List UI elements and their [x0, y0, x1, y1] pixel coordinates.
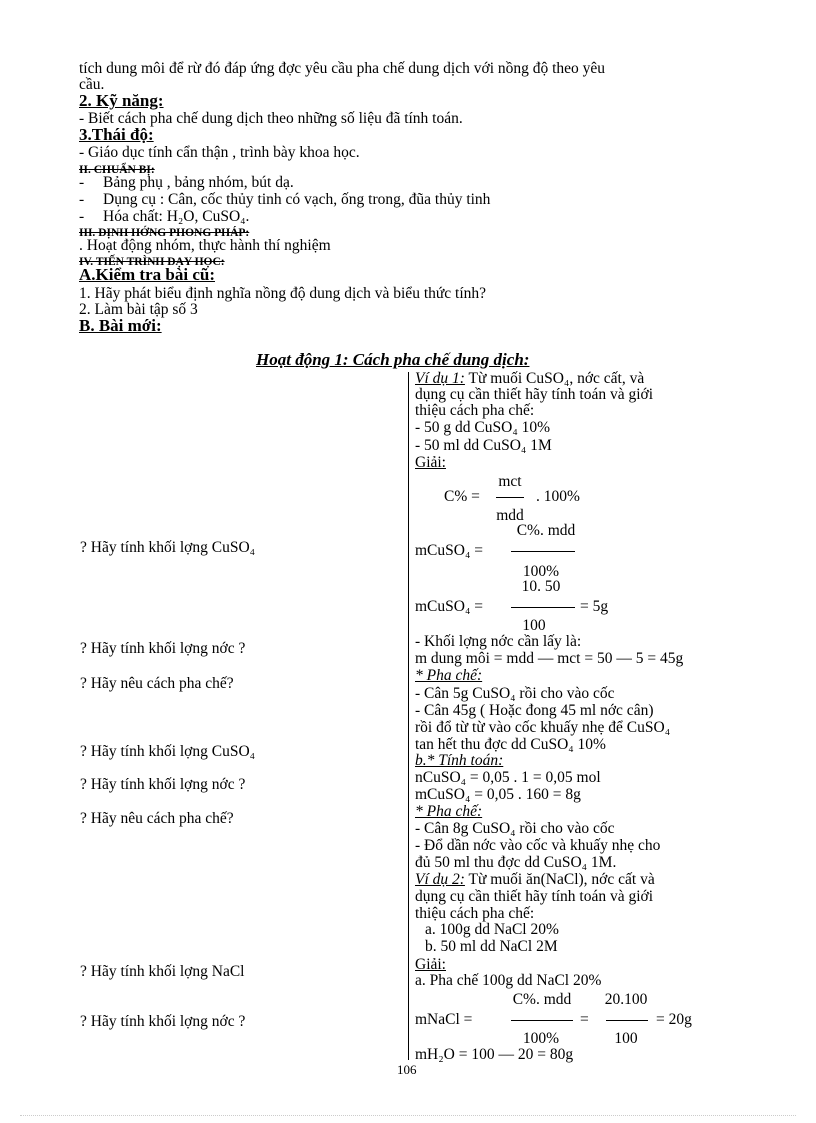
- mix-step-5: - Cân 8g CuSO₄ rồi cho vào cốc: [415, 820, 615, 837]
- formula-2-numerator: C%. mdd: [516, 522, 576, 539]
- formula-1-numerator: mct: [498, 473, 522, 490]
- activity-title: Hoạt động 1: Cách pha chế dung dịch:: [256, 350, 530, 369]
- prep-item-3: [79, 208, 250, 225]
- question-method: ? Hãy nêu cách pha chế?: [80, 675, 234, 692]
- example-1-text: Từ muối CuSO₄, nớc cất, và: [464, 370, 645, 387]
- review-q1: 1. Hãy phát biểu định nghĩa nồng độ dung dịch và biểu thức tính?: [79, 285, 487, 302]
- formula-3-bar: [511, 607, 575, 608]
- example-1-line-2: dụng cụ cần thiết hãy tính toán và giới: [415, 386, 654, 403]
- example-2-label: Ví dụ 2:: [415, 871, 465, 888]
- formula-4-numerator-1: C%. mdd: [512, 991, 572, 1008]
- mix-step-6: - Đổ dần nớc vào cốc và khuấy nhẹ cho: [415, 837, 661, 854]
- mix-heading: * Pha chế:: [415, 667, 483, 684]
- attitude-text: - Giáo dục tính cẩn thận , trình bày khoa học.: [79, 144, 360, 161]
- list-dash: -: [79, 208, 85, 225]
- page-bottom-rule: [20, 1115, 796, 1116]
- formula-2-bar: [511, 551, 575, 552]
- method-heading: III. ĐỊNH HỚNG PHONG PHÁP:: [79, 227, 250, 239]
- water-calc: m dung môi = mdd — mct = 50 — 5 = 45g: [415, 650, 684, 667]
- question-nacl: ? Hãy tính khối lợng NaCl: [80, 963, 245, 980]
- example-1-line-1: [415, 371, 644, 387]
- formula-4-rhs: = 20g: [656, 1011, 692, 1028]
- list-dash: -: [79, 174, 85, 191]
- formula-4-numerator-2: 20.100: [604, 991, 648, 1008]
- water-mass-result: mH₂O = 100 — 20 = 80g: [415, 1046, 574, 1063]
- newlesson-heading: B. Bài mới:: [79, 316, 162, 335]
- example-1-label: Ví dụ 1:: [415, 370, 465, 387]
- prep-item-1: [79, 174, 294, 191]
- method-text: . Hoạt động nhóm, thực hành thí nghiệm: [79, 237, 331, 254]
- mix-step-2: - Cân 45g ( Hoặc đong 45 ml nớc cân): [415, 702, 654, 719]
- example-2-line-2: dụng cụ cần thiết hãy tính toán và giới: [415, 888, 654, 905]
- formula-4-lhs: mNaCl =: [415, 1011, 473, 1028]
- list-dash: -: [79, 191, 85, 208]
- example-2-text: Từ muối ăn(NaCl), nớc cất và: [464, 871, 655, 888]
- column-divider: [408, 372, 409, 1060]
- list-item: Hóa chất: H₂O, CuSO₄.: [103, 208, 250, 225]
- formula-3-denominator: 100: [522, 617, 546, 634]
- question-method-2: ? Hãy nêu cách pha chế?: [80, 810, 234, 827]
- example-2-item-a: a. 100g dd NaCl 20%: [425, 921, 559, 938]
- intro-line-2: cầu.: [79, 76, 105, 93]
- page-number: 106: [397, 1062, 417, 1077]
- formula-1-bar: [496, 497, 524, 498]
- list-item: Dụng cụ : Cân, cốc thủy tinh có vạch, ống trong, đũa thủy tinh: [103, 191, 491, 208]
- formula-2-lhs: mCuSO₄ =: [415, 542, 483, 559]
- mix-step-3: rồi đổ từ từ vào cốc khuấy nhẹ để CuSO₄: [415, 719, 671, 736]
- skills-heading: 2. Kỹ năng:: [79, 91, 164, 110]
- formula-4-denominator-1: 100%: [522, 1030, 560, 1047]
- review-q2: 2. Làm bài tập số 3: [79, 301, 198, 318]
- mix-step-1: - Cân 5g CuSO₄ rồi cho vào cốc: [415, 685, 615, 702]
- solve-label: Giải:: [415, 454, 446, 471]
- skills-text: - Biết cách pha chế dung dịch theo những số liệu đã tính toán.: [79, 110, 463, 127]
- formula-1-lhs: C% =: [444, 488, 480, 505]
- example-2-item-b: b. 50 ml dd NaCl 2M: [425, 938, 558, 955]
- prep-item-2: [79, 191, 491, 208]
- calc-heading: b.* Tính toán:: [415, 752, 504, 769]
- formula-3-rhs: = 5g: [580, 598, 609, 615]
- mix-heading-2: * Pha chế:: [415, 803, 483, 820]
- question-cuso4-2: ? Hãy tính khối lợng CuSO₄: [80, 743, 256, 760]
- question-water: ? Hãy tính khối lợng nớc ?: [80, 640, 246, 657]
- water-need: - Khối lợng nớc cần lấy là:: [415, 633, 582, 650]
- example-1-line-3: thiệu cách pha chế:: [415, 402, 535, 419]
- example-1-item-a: - 50 g dd CuSO₄ 10%: [415, 419, 551, 436]
- part-a: a. Pha chế 100g dd NaCl 20%: [415, 972, 602, 989]
- mix-step-7: đủ 50 ml thu đợc dd CuSO₄ 1M.: [415, 854, 617, 871]
- question-water-3: ? Hãy tính khối lợng nớc ?: [80, 1013, 246, 1030]
- attitude-heading: 3.Thái độ:: [79, 125, 154, 144]
- process-heading: IV. TIẾN TRÌNH DẠY HỌC:: [79, 256, 225, 268]
- example-1-item-b: - 50 ml dd CuSO₄ 1M: [415, 437, 552, 454]
- prep-heading: II. CHUẨN BỊ:: [79, 164, 155, 176]
- review-heading: A.Kiểm tra bài cũ:: [79, 265, 215, 284]
- mix-step-4: tan hết thu đợc dd CuSO₄ 10%: [415, 736, 606, 753]
- example-2-line-3: thiệu cách pha chế:: [415, 905, 535, 922]
- formula-2-denominator: 100%: [522, 563, 560, 580]
- formula-3-lhs: mCuSO₄ =: [415, 598, 483, 615]
- formula-1-denominator: mdd: [496, 507, 524, 524]
- example-2-line-1: [415, 872, 655, 888]
- list-item: Bảng phụ , bảng nhóm, bút dạ.: [103, 174, 294, 191]
- formula-3-numerator: 10. 50: [521, 578, 561, 595]
- question-cuso4: ? Hãy tính khối lợng CuSO₄: [80, 539, 256, 556]
- formula-4-bar-1: [511, 1020, 573, 1021]
- calc-line-1: nCuSO₄ = 0,05 . 1 = 0,05 mol: [415, 769, 601, 786]
- formula-4-bar-2: [606, 1020, 648, 1021]
- solve-label-2: Giải:: [415, 956, 446, 973]
- question-water-2: ? Hãy tính khối lợng nớc ?: [80, 776, 246, 793]
- intro-line-1: tích dung môi để rừ đó đáp ứng đợc yêu cầu pha chế dung dịch với nồng độ theo yêu: [79, 60, 606, 77]
- formula-4-equals: =: [580, 1011, 589, 1028]
- formula-1-rhs: . 100%: [536, 488, 580, 505]
- calc-line-2: mCuSO₄ = 0,05 . 160 = 8g: [415, 786, 581, 803]
- formula-4-denominator-2: 100: [614, 1030, 638, 1047]
